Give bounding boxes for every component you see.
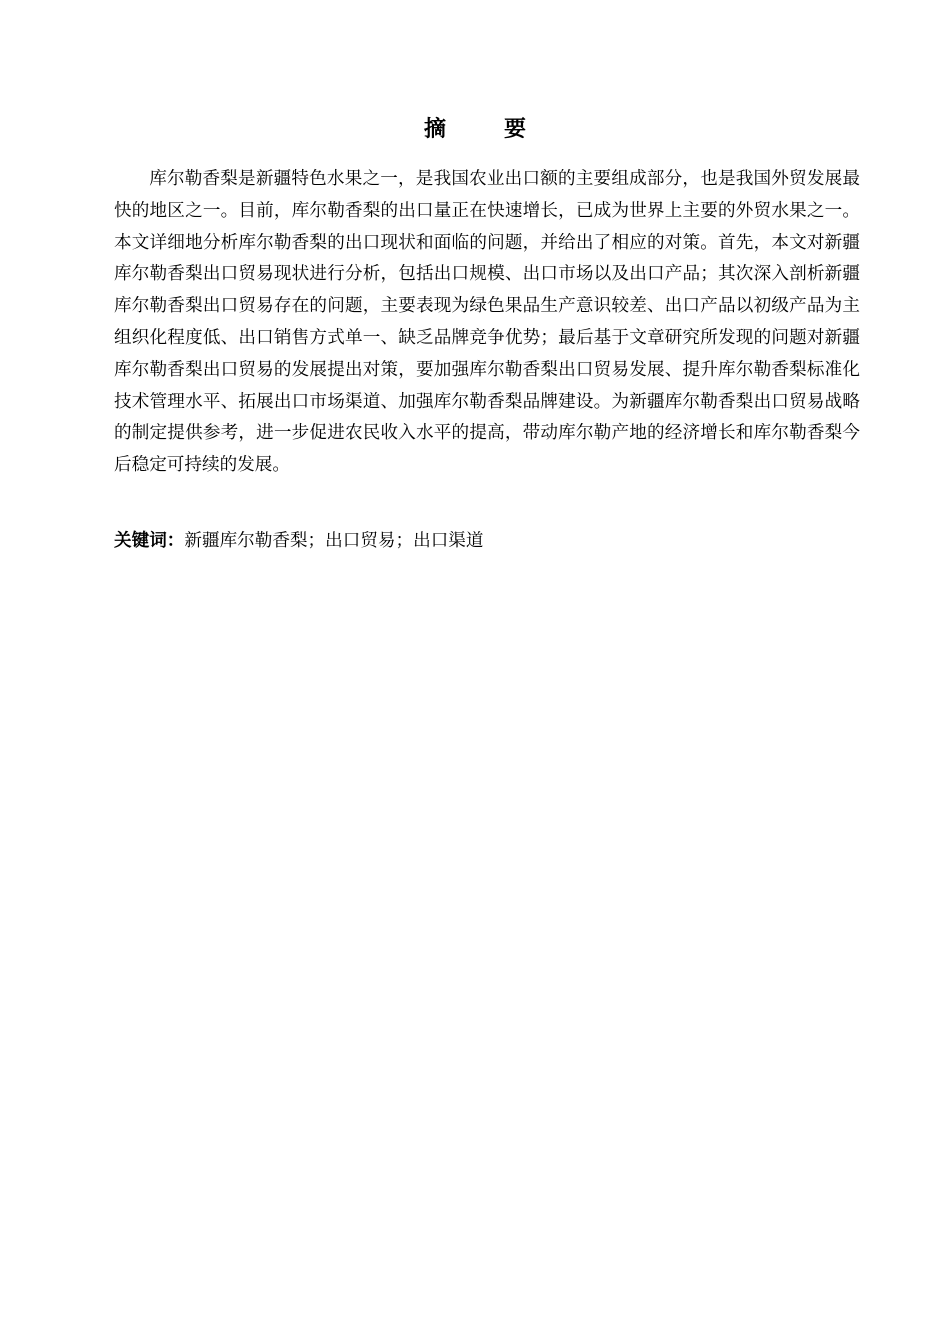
abstract-heading: 摘 要 (423, 117, 544, 142)
keywords-label: 关键词： (114, 531, 185, 551)
keywords-line (114, 526, 860, 556)
abstract-body: 库尔勒香梨是新疆特色水果之一，是我国农业出口额的主要组成部分，也是我国外贸发展最快的地区之一。目前，库尔勒香梨的出口量正在快速增长，已成为世界上主要的外贸水果之一。本文详细地分析库尔勒香梨的出口现状和面临的问题，并给出了相应的对策。首先，本文对新疆库尔勒香梨出口贸易现状进行分析，包括出口规模、出口市场以及出口产品；其次深入剖析新疆库尔勒香梨出口贸易存在的问题，主要表现为绿色果品生产意识较差、出口产品以初级产品为主组织化程度低、出口销售方式单一、缺乏品牌竞争优势；最后基于文章研究所发现的问题对新疆库尔勒香梨出口贸易的发展提出对策，要加强库尔勒香梨出口贸易发展、提升库尔勒香梨标准化技术管理水平、拓展出口市场渠道、加强库尔勒香梨品牌建设。为新疆库尔勒香梨出口贸易战略的制定提供参考，进一步促进农民收入水平的提高，带动库尔勒产地的经济增长和库尔勒香梨今后稳定可持续的发展。 (114, 169, 860, 476)
keywords-text: 新疆库尔勒香梨；出口贸易；出口渠道 (184, 531, 484, 551)
